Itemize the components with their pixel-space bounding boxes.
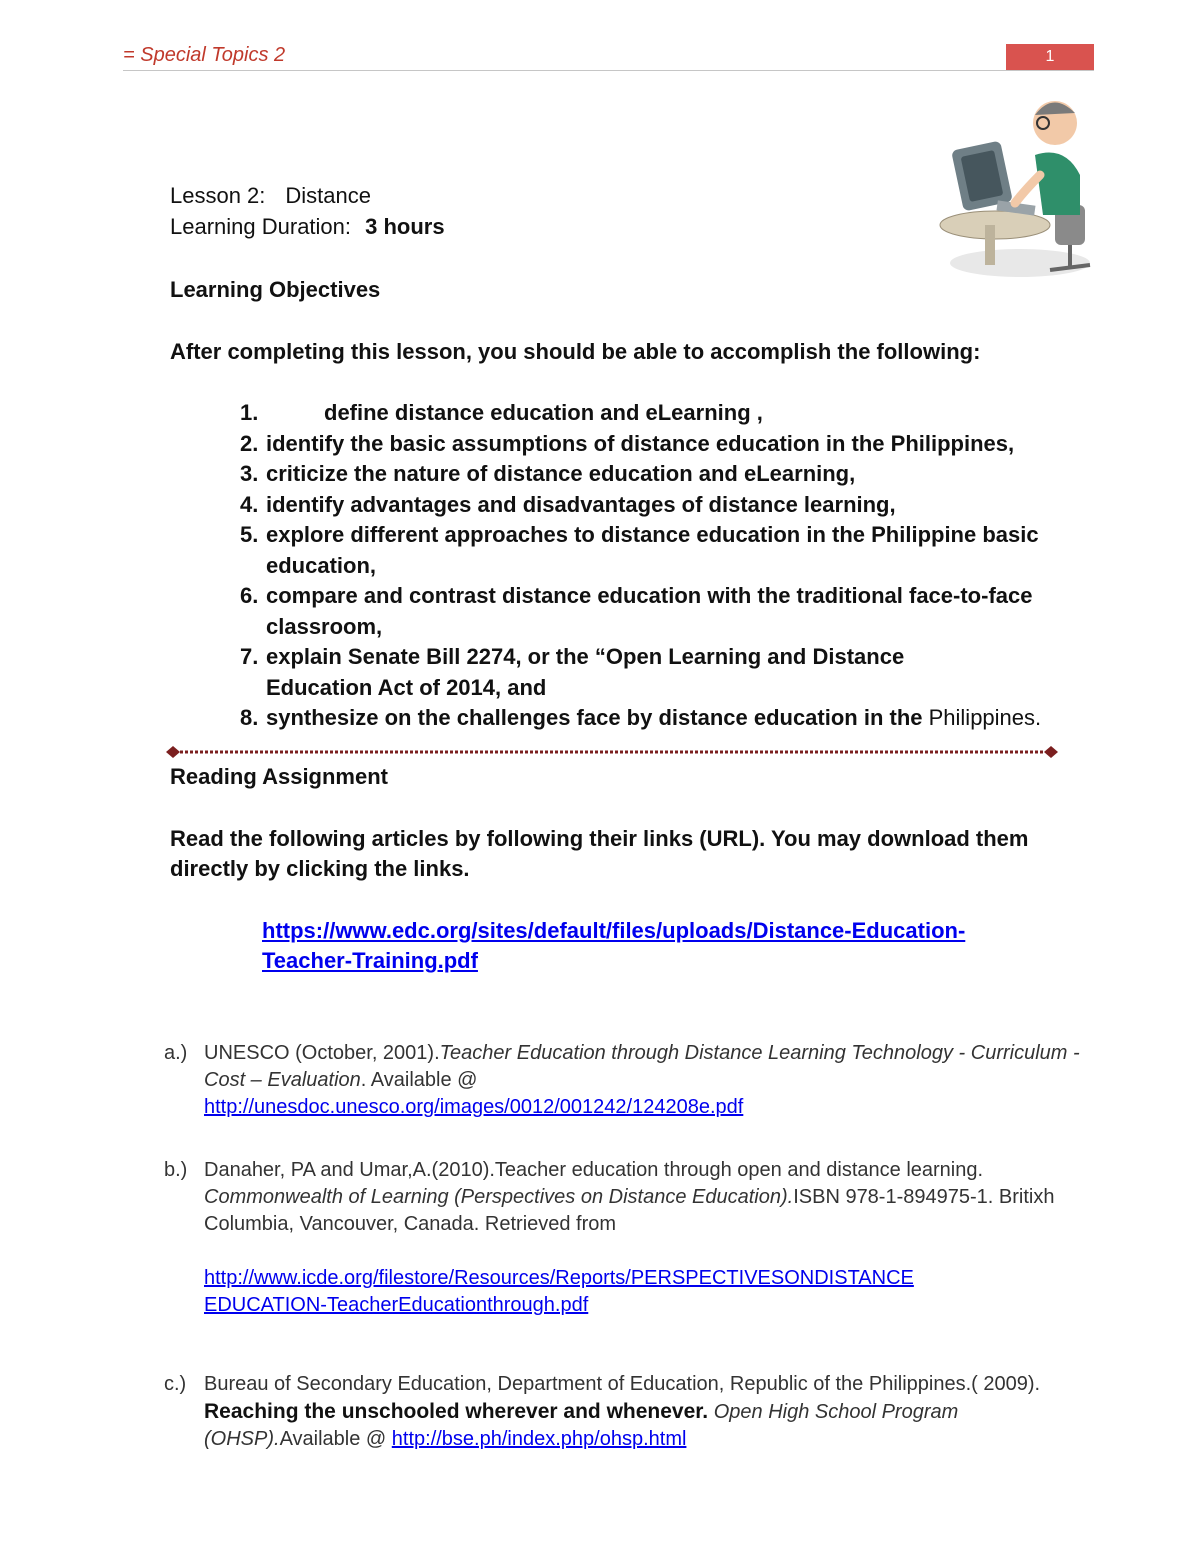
objective-item: 7. explain Senate Bill 2274, or the “Open Learning and Distance Education Act of 2014, and (240, 644, 905, 700)
header-rule (123, 70, 1094, 71)
objective-item: 3. criticize the nature of distance education and eLearning, (240, 461, 856, 486)
reading-intro: Read the following articles by following their links (URL). You may download them directly by clicking the links. (170, 826, 1029, 881)
duration-value: 3 hours (365, 214, 445, 239)
objectives-list (240, 398, 1120, 734)
reference-c-link[interactable]: http://bse.ph/index.php/ohsp.html (391, 1428, 687, 1450)
page-number: 1 (1006, 44, 1094, 70)
objective-item: 6. compare and contrast distance education with the traditional face-to-face classroom, (240, 583, 1033, 639)
main-article-link[interactable]: https://www.edc.org/sites/default/files/uploads/Distance-Education- Teacher-Training.pdf (262, 918, 966, 973)
reference-title: Teacher Education through Distance Learning Technology - Curriculum - Cost – Evaluation (204, 1042, 1080, 1091)
objectives-heading: Learning Objectives (170, 277, 381, 302)
objective-item: 1. define distance education and eLearning , (240, 400, 763, 425)
reference-label: c.) (164, 1373, 187, 1395)
section-divider (164, 745, 1060, 759)
objective-item: 4. identify advantages and disadvantages of distance learning, (240, 491, 896, 517)
header-title: = Special Topics 2 (123, 44, 286, 66)
reading-heading: Reading Assignment (170, 764, 388, 789)
objectives-intro: After completing this lesson, you should be able to accomplish the following: (170, 339, 981, 364)
lesson-label: Lesson 2: (170, 183, 266, 208)
lesson-line (170, 181, 371, 211)
reference-label: a.) (164, 1042, 188, 1064)
duration-line (170, 212, 445, 242)
lesson-title: Distance (285, 183, 371, 208)
reference-title: Commonwealth of Learning (Perspectives on Distance Education). (204, 1186, 794, 1208)
reference-a-link[interactable]: http://unesdoc.unesco.org/images/0012/001242/124208e.pdf (204, 1096, 744, 1118)
reference-title: Reaching the unschooled wherever and whenever. (204, 1400, 709, 1423)
objective-item: 2. identify the basic assumptions of distance education in the Philippines, (240, 430, 1015, 456)
duration-label: Learning Duration: (170, 214, 352, 239)
objective-item: 5. explore different approaches to distance education in the Philippine basic education, (240, 522, 1039, 578)
objective-item: 8. synthesize on the challenges face by distance education in the Philippines. (240, 705, 1042, 730)
reference-label: b.) (164, 1159, 188, 1181)
reference-a: a.) UNESCO (October, 2001).Teacher Education through Distance Learning Technology - Curriculum - Cost – Evaluation. Available @ http://unesdoc.unesco.org/images/0012/001242/124208e.pdf (164, 1042, 1080, 1118)
reference-c: c.) Bureau of Secondary Education, Department of Education, Republic of the Philippines.( 2009). Reaching the unschooled wherever and whenever. Open High School Program (OHSP).Available @ http://bse.ph/index.php/ohsp.html (164, 1373, 1041, 1450)
man-at-computer-icon (935, 85, 1105, 285)
reference-b-link[interactable]: http://www.icde.org/filestore/Resources/Reports/PERSPECTIVESONDISTANCE EDUCATION-TeacherEducationthrough.pdf (204, 1267, 914, 1316)
reference-b: b.) Danaher, PA and Umar,A.(2010).Teacher education through open and distance learning. Commonwealth of Learning (Perspectives on Distance Education).ISBN 978-1-894975-1. Britixh Columbia, Vancouver, Canada. Retrieved from http://www.icde.org/filestore/Resources/Reports/PERSPECTIVESONDISTANCE EDUCATION-TeacherEducationthrough.pdf (164, 1157, 1064, 1319)
